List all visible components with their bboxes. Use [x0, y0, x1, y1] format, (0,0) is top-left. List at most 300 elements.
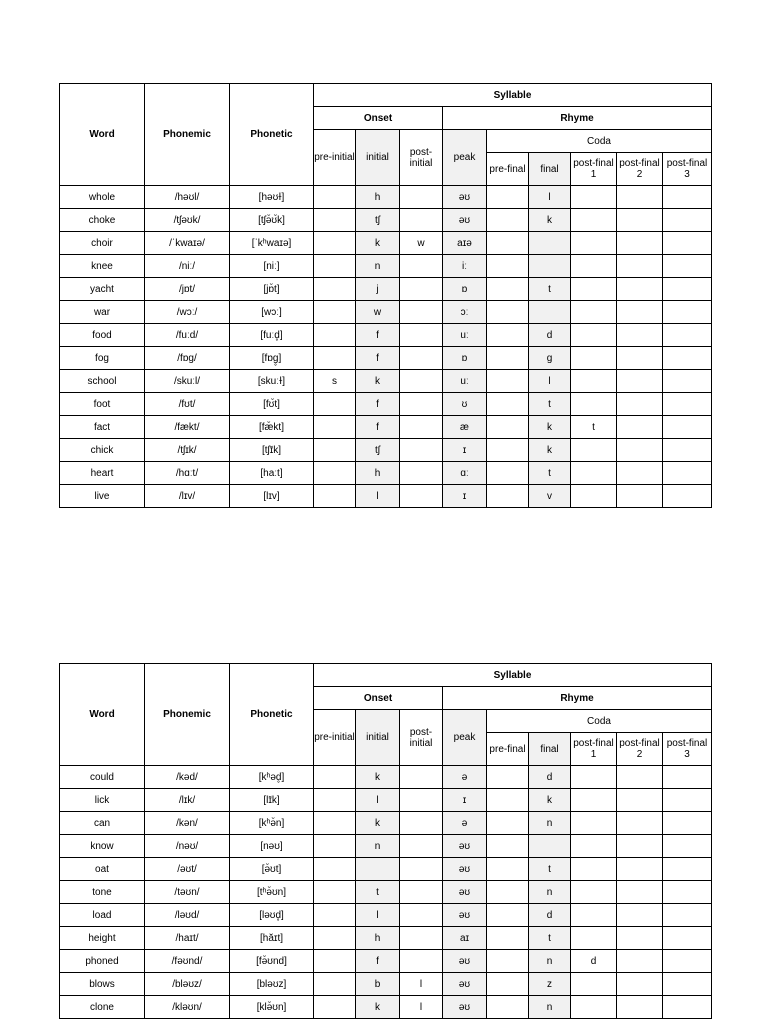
- pre-initial-cell: [314, 927, 356, 950]
- header-word: Word: [60, 664, 145, 766]
- phonemic-cell: /ˈkwaɪə/: [145, 232, 230, 255]
- initial-cell: l: [356, 904, 400, 927]
- word-cell: can: [60, 812, 145, 835]
- post-final-2-cell: [617, 904, 663, 927]
- final-cell: t: [529, 927, 571, 950]
- phonemic-cell: /kəd/: [145, 766, 230, 789]
- table-row: [60, 186, 712, 209]
- pre-final-cell: [487, 973, 529, 996]
- pre-final-cell: [487, 927, 529, 950]
- post-final-2-cell: [617, 301, 663, 324]
- header-post-initial: post-initial: [400, 130, 443, 186]
- pre-final-cell: [487, 881, 529, 904]
- post-final-2-cell: [617, 812, 663, 835]
- post-initial-cell: l: [400, 996, 443, 1019]
- header-syllable: Syllable: [314, 664, 712, 687]
- post-final-3-cell: [663, 439, 712, 462]
- table-row: [60, 996, 712, 1019]
- post-final-3-cell: [663, 301, 712, 324]
- phonetic-cell: [fæ̆kt]: [230, 416, 314, 439]
- word-cell: chick: [60, 439, 145, 462]
- final-cell: v: [529, 485, 571, 508]
- phonemic-cell: /hɑːt/: [145, 462, 230, 485]
- header-phonetic: Phonetic: [230, 664, 314, 766]
- post-final-3-cell: [663, 462, 712, 485]
- phonetic-cell: [fʊ̆t]: [230, 393, 314, 416]
- initial-cell: j: [356, 278, 400, 301]
- post-final-3-cell: [663, 324, 712, 347]
- word-cell: height: [60, 927, 145, 950]
- word-cell: blows: [60, 973, 145, 996]
- post-initial-cell: [400, 393, 443, 416]
- post-final-2-cell: [617, 858, 663, 881]
- header-coda: Coda: [487, 130, 712, 153]
- phonemic-cell: /ləʊd/: [145, 904, 230, 927]
- peak-cell: ɒ: [443, 278, 487, 301]
- post-final-2-cell: [617, 232, 663, 255]
- final-cell: n: [529, 996, 571, 1019]
- post-final-3-cell: [663, 812, 712, 835]
- pre-final-cell: [487, 324, 529, 347]
- pre-initial-cell: [314, 324, 356, 347]
- post-initial-cell: [400, 370, 443, 393]
- header-onset: Onset: [314, 687, 443, 710]
- phonetic-cell: [nəʊ]: [230, 835, 314, 858]
- phonemic-cell: /tʃɪk/: [145, 439, 230, 462]
- word-cell: war: [60, 301, 145, 324]
- pre-initial-cell: [314, 789, 356, 812]
- pre-final-cell: [487, 186, 529, 209]
- post-initial-cell: [400, 789, 443, 812]
- table-row: [60, 881, 712, 904]
- phonemic-cell: /fʊt/: [145, 393, 230, 416]
- post-final-3-cell: [663, 858, 712, 881]
- pre-final-cell: [487, 996, 529, 1019]
- post-final-1-cell: [571, 186, 617, 209]
- post-final-1-cell: [571, 904, 617, 927]
- post-final-1-cell: [571, 301, 617, 324]
- phonemic-cell: /fɒg/: [145, 347, 230, 370]
- post-final-1-cell: [571, 766, 617, 789]
- header-pre-initial: pre-initial: [314, 710, 356, 766]
- post-initial-cell: [400, 301, 443, 324]
- pre-initial-cell: s: [314, 370, 356, 393]
- post-final-1-cell: [571, 789, 617, 812]
- peak-cell: ɪ: [443, 485, 487, 508]
- pre-initial-cell: [314, 996, 356, 1019]
- pre-final-cell: [487, 439, 529, 462]
- peak-cell: ɒ: [443, 347, 487, 370]
- initial-cell: b: [356, 973, 400, 996]
- header-rhyme: Rhyme: [443, 687, 712, 710]
- post-final-3-cell: [663, 347, 712, 370]
- pre-final-cell: [487, 462, 529, 485]
- word-cell: whole: [60, 186, 145, 209]
- post-final-2-cell: [617, 439, 663, 462]
- peak-cell: ɪ: [443, 439, 487, 462]
- peak-cell: ə: [443, 766, 487, 789]
- word-cell: tone: [60, 881, 145, 904]
- initial-cell: k: [356, 766, 400, 789]
- table-row: [60, 462, 712, 485]
- pre-initial-cell: [314, 232, 356, 255]
- post-initial-cell: [400, 255, 443, 278]
- pre-initial-cell: [314, 347, 356, 370]
- post-final-3-cell: [663, 186, 712, 209]
- word-cell: load: [60, 904, 145, 927]
- pre-initial-cell: [314, 462, 356, 485]
- phonetic-cell: [tʰə̆ʊn]: [230, 881, 314, 904]
- phonemic-cell: /haɪt/: [145, 927, 230, 950]
- post-initial-cell: [400, 858, 443, 881]
- post-final-2-cell: [617, 485, 663, 508]
- pre-initial-cell: [314, 393, 356, 416]
- post-initial-cell: [400, 485, 443, 508]
- pre-initial-cell: [314, 835, 356, 858]
- table-row: [60, 973, 712, 996]
- post-final-1-cell: [571, 439, 617, 462]
- post-final-1-cell: [571, 232, 617, 255]
- initial-cell: k: [356, 812, 400, 835]
- peak-cell: əʊ: [443, 904, 487, 927]
- peak-cell: əʊ: [443, 209, 487, 232]
- phonemic-cell: /nəʊ/: [145, 835, 230, 858]
- post-initial-cell: [400, 347, 443, 370]
- pre-final-cell: [487, 766, 529, 789]
- word-cell: oat: [60, 858, 145, 881]
- post-initial-cell: [400, 812, 443, 835]
- word-cell: fog: [60, 347, 145, 370]
- post-final-1-cell: d: [571, 950, 617, 973]
- final-cell: [529, 255, 571, 278]
- phonetic-cell: [həʊɫ]: [230, 186, 314, 209]
- initial-cell: l: [356, 789, 400, 812]
- table-row: [60, 347, 712, 370]
- post-initial-cell: [400, 462, 443, 485]
- table-row: [60, 904, 712, 927]
- initial-cell: tʃ: [356, 209, 400, 232]
- syllable-table-1: [59, 83, 712, 508]
- post-final-1-cell: [571, 255, 617, 278]
- post-final-3-cell: [663, 766, 712, 789]
- word-cell: live: [60, 485, 145, 508]
- pre-final-cell: [487, 950, 529, 973]
- phonetic-cell: [bləʊz]: [230, 973, 314, 996]
- post-final-2-cell: [617, 370, 663, 393]
- final-cell: n: [529, 881, 571, 904]
- post-final-1-cell: [571, 347, 617, 370]
- phonemic-cell: /kləʊn/: [145, 996, 230, 1019]
- post-initial-cell: [400, 186, 443, 209]
- initial-cell: k: [356, 996, 400, 1019]
- table-row: [60, 370, 712, 393]
- post-final-1-cell: [571, 209, 617, 232]
- final-cell: l: [529, 370, 571, 393]
- final-cell: d: [529, 904, 571, 927]
- initial-cell: h: [356, 927, 400, 950]
- post-final-2-cell: [617, 881, 663, 904]
- header-phonemic: Phonemic: [145, 664, 230, 766]
- initial-cell: f: [356, 950, 400, 973]
- header-post-final-2: post-final 2: [617, 733, 663, 766]
- final-cell: z: [529, 973, 571, 996]
- post-final-2-cell: [617, 996, 663, 1019]
- header-peak: peak: [443, 130, 487, 186]
- table-row: [60, 232, 712, 255]
- phonemic-cell: /fuːd/: [145, 324, 230, 347]
- post-final-2-cell: [617, 973, 663, 996]
- pre-final-cell: [487, 835, 529, 858]
- word-cell: school: [60, 370, 145, 393]
- pre-final-cell: [487, 789, 529, 812]
- header-initial: initial: [356, 130, 400, 186]
- post-final-3-cell: [663, 209, 712, 232]
- phonemic-cell: /təʊn/: [145, 881, 230, 904]
- pre-final-cell: [487, 370, 529, 393]
- pre-initial-cell: [314, 973, 356, 996]
- phonetic-cell: [lɪ̆k]: [230, 789, 314, 812]
- header-pre-final: pre-final: [487, 153, 529, 186]
- phonetic-cell: [ˈkʰwaɪə]: [230, 232, 314, 255]
- post-initial-cell: [400, 835, 443, 858]
- post-final-2-cell: [617, 789, 663, 812]
- pre-initial-cell: [314, 881, 356, 904]
- peak-cell: iː: [443, 255, 487, 278]
- pre-final-cell: [487, 485, 529, 508]
- post-final-2-cell: [617, 186, 663, 209]
- initial-cell: k: [356, 232, 400, 255]
- table-row: [60, 439, 712, 462]
- pre-final-cell: [487, 232, 529, 255]
- peak-cell: ɑː: [443, 462, 487, 485]
- post-final-3-cell: [663, 232, 712, 255]
- post-final-1-cell: t: [571, 416, 617, 439]
- peak-cell: ʊ: [443, 393, 487, 416]
- word-cell: food: [60, 324, 145, 347]
- final-cell: [529, 835, 571, 858]
- phonetic-cell: [lɪv]: [230, 485, 314, 508]
- post-final-2-cell: [617, 927, 663, 950]
- phonetic-cell: [skuːɫ]: [230, 370, 314, 393]
- post-final-1-cell: [571, 278, 617, 301]
- post-initial-cell: [400, 278, 443, 301]
- initial-cell: n: [356, 255, 400, 278]
- header-post-final-1: post-final 1: [571, 153, 617, 186]
- post-final-2-cell: [617, 255, 663, 278]
- phonemic-cell: /əʊt/: [145, 858, 230, 881]
- header-onset: Onset: [314, 107, 443, 130]
- word-cell: choke: [60, 209, 145, 232]
- peak-cell: aɪ: [443, 927, 487, 950]
- post-final-1-cell: [571, 462, 617, 485]
- table-row: [60, 209, 712, 232]
- final-cell: t: [529, 278, 571, 301]
- peak-cell: uː: [443, 324, 487, 347]
- post-initial-cell: [400, 904, 443, 927]
- header-peak: peak: [443, 710, 487, 766]
- final-cell: t: [529, 858, 571, 881]
- phonetic-cell: [ə̆ʊt]: [230, 858, 314, 881]
- post-final-2-cell: [617, 347, 663, 370]
- word-cell: choir: [60, 232, 145, 255]
- pre-final-cell: [487, 347, 529, 370]
- pre-initial-cell: [314, 209, 356, 232]
- word-cell: yacht: [60, 278, 145, 301]
- pre-final-cell: [487, 301, 529, 324]
- initial-cell: f: [356, 324, 400, 347]
- pre-final-cell: [487, 209, 529, 232]
- final-cell: t: [529, 462, 571, 485]
- table-row: [60, 858, 712, 881]
- initial-cell: k: [356, 370, 400, 393]
- table-row: [60, 324, 712, 347]
- table-row: [60, 301, 712, 324]
- word-cell: fact: [60, 416, 145, 439]
- post-final-3-cell: [663, 996, 712, 1019]
- peak-cell: əʊ: [443, 973, 487, 996]
- post-final-3-cell: [663, 927, 712, 950]
- final-cell: l: [529, 186, 571, 209]
- header-coda: Coda: [487, 710, 712, 733]
- table-row: [60, 835, 712, 858]
- phonetic-cell: [niː]: [230, 255, 314, 278]
- post-final-2-cell: [617, 278, 663, 301]
- header-pre-initial: pre-initial: [314, 130, 356, 186]
- header-rhyme: Rhyme: [443, 107, 712, 130]
- phonetic-cell: [jɒ̆t]: [230, 278, 314, 301]
- initial-cell: n: [356, 835, 400, 858]
- post-final-1-cell: [571, 370, 617, 393]
- post-final-3-cell: [663, 416, 712, 439]
- final-cell: k: [529, 439, 571, 462]
- initial-cell: h: [356, 462, 400, 485]
- initial-cell: w: [356, 301, 400, 324]
- phonemic-cell: /wɔː/: [145, 301, 230, 324]
- table-body: [60, 766, 712, 1019]
- pre-final-cell: [487, 858, 529, 881]
- word-cell: lick: [60, 789, 145, 812]
- pre-initial-cell: [314, 812, 356, 835]
- phonemic-cell: /kən/: [145, 812, 230, 835]
- header-word: Word: [60, 84, 145, 186]
- post-final-1-cell: [571, 393, 617, 416]
- word-cell: foot: [60, 393, 145, 416]
- phonetic-cell: [fɒg̥]: [230, 347, 314, 370]
- post-final-3-cell: [663, 881, 712, 904]
- phonemic-cell: /niː/: [145, 255, 230, 278]
- header-final: final: [529, 153, 571, 186]
- post-final-2-cell: [617, 209, 663, 232]
- phonemic-cell: /fəʊnd/: [145, 950, 230, 973]
- pre-initial-cell: [314, 255, 356, 278]
- initial-cell: t: [356, 881, 400, 904]
- pre-initial-cell: [314, 301, 356, 324]
- pre-initial-cell: [314, 766, 356, 789]
- phonetic-cell: [fə̆ʊnd]: [230, 950, 314, 973]
- table-row: [60, 278, 712, 301]
- pre-final-cell: [487, 255, 529, 278]
- post-final-3-cell: [663, 255, 712, 278]
- header-post-final-3: post-final 3: [663, 153, 712, 186]
- pre-initial-cell: [314, 186, 356, 209]
- post-initial-cell: [400, 439, 443, 462]
- header-phonemic: Phonemic: [145, 84, 230, 186]
- header-post-initial: post-initial: [400, 710, 443, 766]
- phonetic-cell: [ləʊd̥]: [230, 904, 314, 927]
- final-cell: t: [529, 393, 571, 416]
- post-initial-cell: [400, 324, 443, 347]
- initial-cell: f: [356, 393, 400, 416]
- initial-cell: l: [356, 485, 400, 508]
- post-final-3-cell: [663, 973, 712, 996]
- final-cell: k: [529, 209, 571, 232]
- table-row: [60, 950, 712, 973]
- final-cell: d: [529, 324, 571, 347]
- peak-cell: əʊ: [443, 858, 487, 881]
- post-final-2-cell: [617, 835, 663, 858]
- peak-cell: ɪ: [443, 789, 487, 812]
- word-cell: clone: [60, 996, 145, 1019]
- final-cell: g: [529, 347, 571, 370]
- initial-cell: h: [356, 186, 400, 209]
- final-cell: n: [529, 950, 571, 973]
- phonetic-cell: [klə̆ʊn]: [230, 996, 314, 1019]
- final-cell: d: [529, 766, 571, 789]
- phonetic-cell: [tʃə̆ʊ̆k]: [230, 209, 314, 232]
- initial-cell: tʃ: [356, 439, 400, 462]
- word-cell: could: [60, 766, 145, 789]
- pre-final-cell: [487, 904, 529, 927]
- post-final-2-cell: [617, 766, 663, 789]
- post-final-1-cell: [571, 812, 617, 835]
- peak-cell: ɔː: [443, 301, 487, 324]
- post-final-3-cell: [663, 278, 712, 301]
- post-final-3-cell: [663, 950, 712, 973]
- peak-cell: əʊ: [443, 950, 487, 973]
- table-row: [60, 393, 712, 416]
- phonemic-cell: /skuːl/: [145, 370, 230, 393]
- phonemic-cell: /tʃəʊk/: [145, 209, 230, 232]
- header-final: final: [529, 733, 571, 766]
- pre-initial-cell: [314, 416, 356, 439]
- post-initial-cell: l: [400, 973, 443, 996]
- post-final-1-cell: [571, 485, 617, 508]
- table-row: [60, 789, 712, 812]
- post-final-2-cell: [617, 416, 663, 439]
- header-post-final-2: post-final 2: [617, 153, 663, 186]
- post-initial-cell: [400, 927, 443, 950]
- post-initial-cell: [400, 881, 443, 904]
- pre-initial-cell: [314, 950, 356, 973]
- phonemic-cell: /lɪv/: [145, 485, 230, 508]
- post-final-2-cell: [617, 393, 663, 416]
- final-cell: k: [529, 789, 571, 812]
- peak-cell: ə: [443, 812, 487, 835]
- phonetic-cell: [fuːd̥]: [230, 324, 314, 347]
- post-final-1-cell: [571, 973, 617, 996]
- pre-final-cell: [487, 812, 529, 835]
- initial-cell: f: [356, 416, 400, 439]
- post-final-1-cell: [571, 996, 617, 1019]
- peak-cell: uː: [443, 370, 487, 393]
- phonemic-cell: /həʊl/: [145, 186, 230, 209]
- peak-cell: æ: [443, 416, 487, 439]
- peak-cell: əʊ: [443, 996, 487, 1019]
- table-row: [60, 416, 712, 439]
- phonetic-cell: [haːt]: [230, 462, 314, 485]
- phonemic-cell: /bləʊz/: [145, 973, 230, 996]
- table-row: [60, 255, 712, 278]
